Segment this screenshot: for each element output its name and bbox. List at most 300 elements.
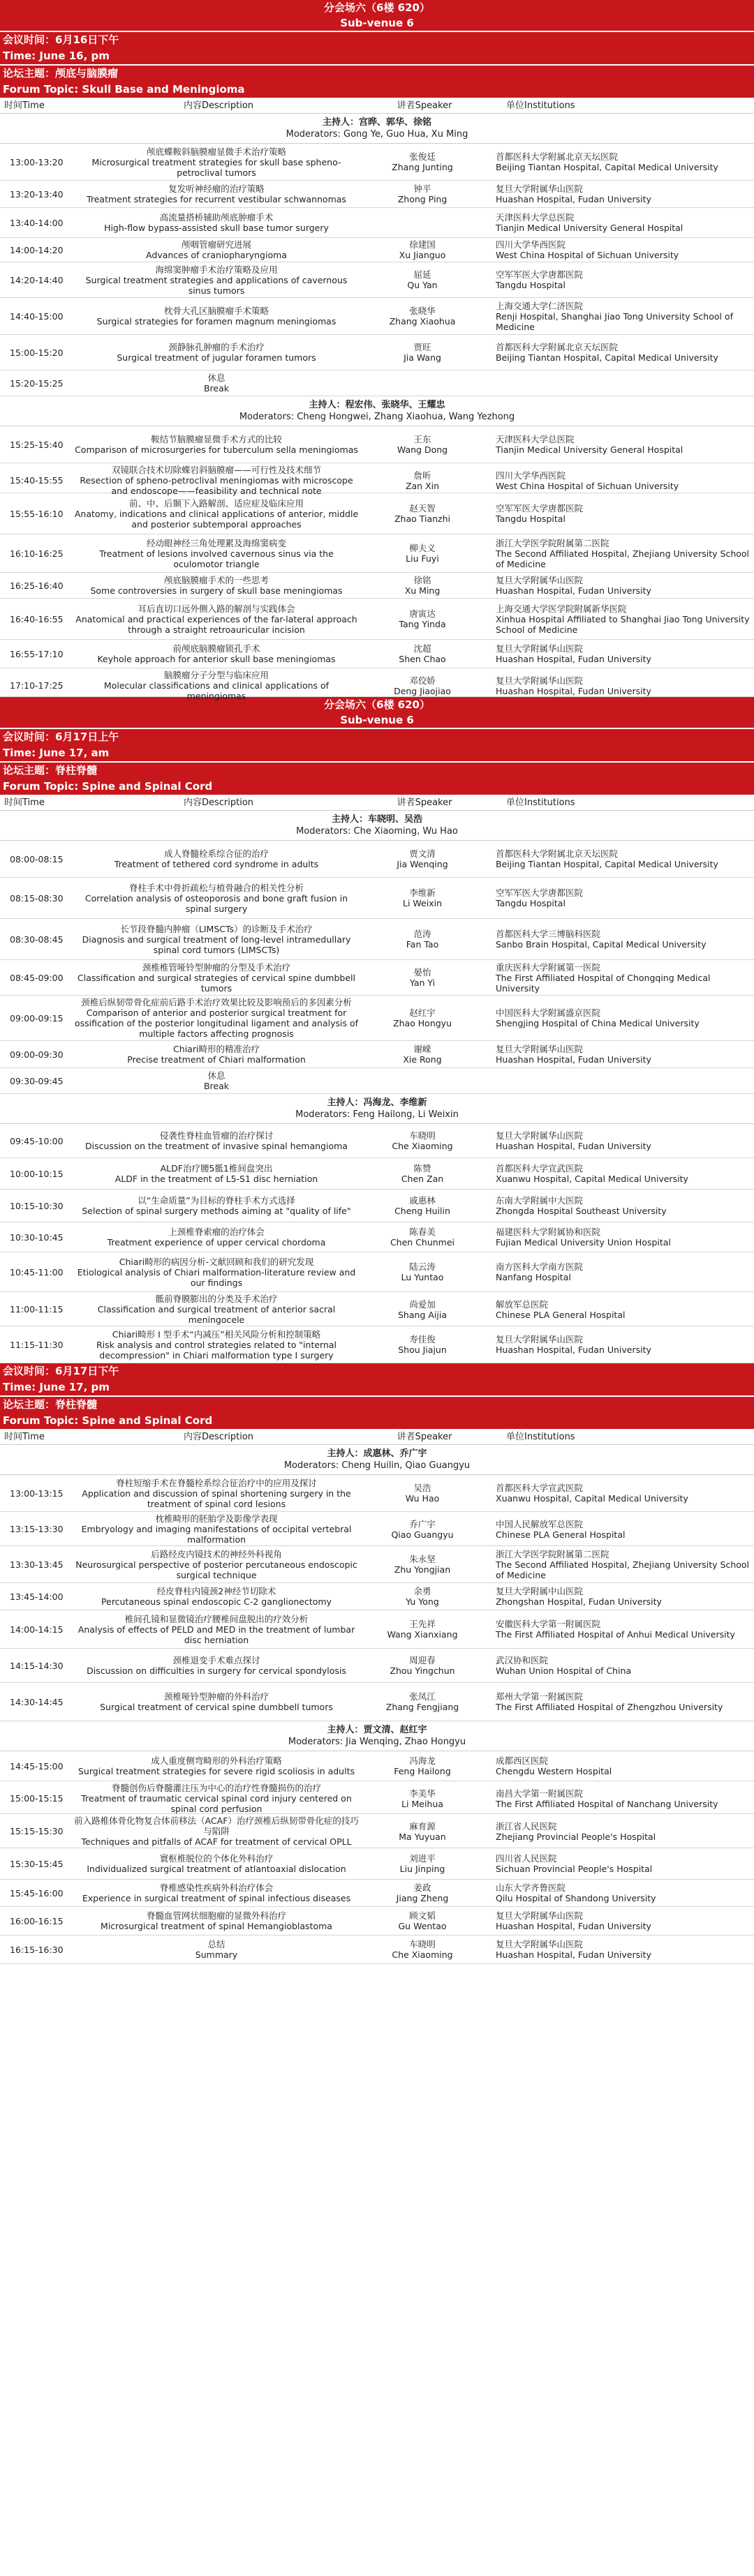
row-institution-zh: 空军军医大学唐都医院: [496, 503, 584, 514]
col-institution: [482, 796, 754, 810]
row-institution: [482, 1326, 754, 1363]
session-date-zh: 会议时间：6月16日下午: [3, 33, 119, 46]
row-speaker-zh: 陈赞: [413, 1163, 431, 1174]
row-speaker: [363, 1814, 482, 1848]
schedule-row: [0, 1610, 754, 1649]
row-institution-en: Wuhan Union Hospital of China: [496, 1665, 632, 1676]
row-institution-zh: 福建医科大学附属协和医院: [496, 1227, 601, 1237]
moderators-zh: 主持人：成惠林、乔广宇: [327, 1448, 427, 1459]
row-institution: [482, 599, 754, 639]
row-description-zh: 颈椎哑铃型肿瘤的外科治疗: [163, 1691, 269, 1702]
moderators-zh: 主持人：冯海龙、李维新: [327, 1098, 427, 1108]
schedule-row: [0, 1814, 754, 1848]
row-institution-en: Chengdu Western Hospital: [496, 1766, 612, 1776]
break-label: [70, 370, 363, 396]
col-time-zh: 时间: [4, 1432, 23, 1442]
row-institution-zh: 南方医科大学南方医院: [496, 1261, 584, 1272]
break-empty: [363, 1068, 482, 1093]
row-speaker-zh: 吴浩: [413, 1483, 431, 1493]
col-speaker-en: Speaker: [415, 797, 452, 808]
row-speaker-en: Xie Rong: [403, 1054, 442, 1065]
row-speaker: [363, 1848, 482, 1879]
schedule-row: [0, 599, 754, 640]
schedule-row: [0, 1683, 754, 1721]
row-institution-zh: 复旦大学附属华山医院: [496, 1334, 584, 1345]
col-description-en: Description: [201, 100, 254, 111]
row-time: 16:55-17:10: [10, 648, 64, 659]
session-date: [0, 1363, 754, 1397]
row-description-en: Neurosurgical perspective of posterior percutaneous endoscopic surgical technique: [75, 1559, 357, 1580]
row-institution-en: Sanbo Brain Hospital, Capital Medical University: [496, 939, 707, 950]
break-row: [0, 370, 754, 396]
row-speaker-zh: 寿佳俊: [409, 1334, 436, 1345]
venue-title: 分会场六（6楼 620）: [324, 698, 430, 711]
row-time: 08:30-08:45: [10, 934, 64, 945]
session-date: [0, 729, 754, 763]
row-time: 09:00-09:15: [10, 1012, 64, 1024]
session-date-en: Time: June 17, am: [3, 747, 110, 759]
row-institution-zh: 复旦大学附属华山医院: [496, 643, 584, 654]
schedule-row: [0, 1583, 754, 1610]
row-description-en: Embryology and imaging manifestations of occipital vertebral malformation: [81, 1524, 352, 1545]
column-header: [0, 99, 754, 114]
row-institution-zh: 东南大学附属中大医院: [496, 1195, 584, 1206]
col-time: [0, 99, 70, 113]
row-speaker-zh: 张晓华: [409, 306, 436, 316]
row-speaker-en: Wang Xianxiang: [387, 1629, 458, 1640]
break-time: 09:30-09:45: [10, 1075, 64, 1086]
col-speaker-en: Speaker: [415, 1432, 452, 1442]
session-date-en: Time: June 16, pm: [3, 50, 110, 62]
row-institution-en: Beijing Tiantan Hospital, Capital Medical University: [496, 162, 718, 172]
row-speaker: [363, 919, 482, 959]
row-speaker-en: Chen Chunmei: [390, 1237, 455, 1248]
column-header: [0, 796, 754, 811]
row-institution-en: The Second Affiliated Hospital, Zhejiang University School of Medicine: [496, 548, 750, 569]
row-description: [70, 493, 363, 534]
row-institution-zh: 复旦大学附属华山医院: [496, 184, 584, 194]
row-institution-en: Tianjin Medical University General Hospital: [496, 444, 683, 455]
row-institution-zh: 山东大学齐鲁医院: [496, 1882, 566, 1893]
row-time: 13:00-13:20: [10, 156, 64, 167]
row-time: 15:40-15:55: [10, 475, 64, 486]
row-time: 16:10-16:25: [10, 548, 64, 559]
forum-topic-zh: 论坛主题：脊柱脊髓: [3, 764, 98, 777]
row-time: 16:15-16:30: [10, 1944, 64, 1955]
row-description: [70, 1751, 363, 1781]
row-speaker-zh: 顾文韬: [409, 1910, 436, 1921]
row-description: [70, 144, 363, 180]
break-empty: [482, 1068, 754, 1093]
row-institution: [482, 493, 754, 534]
row-institution: [482, 1935, 754, 1963]
moderators: [0, 396, 754, 426]
schedule-row: [0, 1252, 754, 1292]
row-description: [70, 1907, 363, 1935]
row-speaker-zh: 屈延: [413, 269, 431, 280]
row-time: 14:15-14:30: [10, 1660, 64, 1671]
schedule-row: [0, 1222, 754, 1252]
row-institution-zh: 首都医科大学三博脑科医院: [496, 929, 601, 939]
row-speaker: [363, 1475, 482, 1511]
column-header: [0, 1430, 754, 1445]
row-institution: [482, 960, 754, 995]
row-speaker-zh: 赵红宇: [409, 1008, 436, 1018]
schedule-row: [0, 1546, 754, 1583]
row-description: [70, 1252, 363, 1291]
row-time: 16:25-16:40: [10, 580, 64, 591]
row-time: 15:25-15:40: [10, 439, 64, 450]
row-description-en: Comparison of anterior and posterior surgical treatment for ossification of the posterior longitudinal ligament and analysis of multiple factors affecting prognosis: [74, 1008, 359, 1039]
schedule-row: [0, 1041, 754, 1068]
row-description-en: Classification and surgical treatment of anterior sacral meningocele: [97, 1304, 336, 1325]
row-speaker-zh: 赵天智: [409, 503, 436, 514]
row-speaker-zh: 刘进平: [409, 1853, 436, 1864]
row-description-zh: 枕椎畸形的胚胎学及影像学表现: [155, 1513, 278, 1524]
row-institution-zh: 上海交通大学仁济医院: [496, 300, 584, 311]
row-description-zh: 前、中、后颞下入路解剖、适应症及临床应用: [128, 497, 304, 509]
break-label: [70, 1068, 363, 1093]
row-description-en: Correlation analysis of osteoporosis and bone graft fusion in spinal surgery: [84, 892, 348, 914]
row-institution-en: Beijing Tiantan Hospital, Capital Medical University: [496, 859, 718, 869]
venue-subtitle: Sub-venue 6: [340, 714, 414, 726]
row-institution-en: Zhejiang Provincial People's Hospital: [496, 1831, 656, 1842]
row-speaker: [363, 463, 482, 497]
row-institution: [482, 1041, 754, 1068]
row-institution: [482, 1848, 754, 1879]
row-time: 10:30-10:45: [10, 1231, 64, 1243]
row-institution-zh: 复旦大学附属华山医院: [496, 1939, 584, 1949]
row-speaker-en: Deng Jiaojiao: [394, 685, 451, 696]
row-institution: [482, 919, 754, 959]
row-time: 15:55-16:10: [10, 508, 64, 519]
row-speaker-en: Zhu Yongjian: [394, 1564, 451, 1575]
row-description-zh: 海绵窦肿瘤手术治疗策略及应用: [155, 264, 278, 275]
row-description-en: Discussion on difficulties in surgery for cervical spondylosis: [87, 1665, 346, 1676]
row-speaker-zh: 李美华: [409, 1788, 436, 1799]
row-institution-zh: 首都医科大学宣武医院: [496, 1483, 584, 1493]
moderators-zh: 主持人：宫晔、郭华、徐铭: [322, 117, 431, 128]
row-speaker-en: Zhao Tianzhi: [394, 514, 451, 524]
row-description-en: Etiological analysis of Chiari malformation-literature review and our findings: [77, 1266, 356, 1288]
row-institution: [482, 640, 754, 668]
row-speaker-en: Zhao Hongyu: [393, 1018, 452, 1028]
row-speaker-en: Yu Yong: [406, 1596, 439, 1607]
row-speaker-en: Tang Yinda: [399, 619, 446, 629]
row-speaker-zh: 车晓明: [409, 1130, 436, 1141]
row-description: [70, 599, 363, 639]
row-speaker-en: Li Meihua: [401, 1798, 443, 1809]
row-time: 08:45-09:00: [10, 972, 64, 983]
row-institution-en: Huashan Hospital, Fudan University: [496, 1949, 651, 1960]
row-speaker-zh: 张凤江: [409, 1691, 436, 1702]
row-speaker: [363, 1124, 482, 1158]
row-institution-zh: 天津医科大学总医院: [496, 212, 575, 223]
row-speaker-zh: 詹昕: [413, 470, 431, 481]
row-institution: [482, 1512, 754, 1546]
row-speaker-zh: 余勇: [413, 1586, 431, 1596]
row-time: 14:00-14:15: [10, 1624, 64, 1635]
row-institution: [482, 1124, 754, 1158]
row-description-en: Discussion on the treatment of invasive spinal hemangioma: [85, 1141, 348, 1151]
row-description: [70, 1683, 363, 1721]
row-description-zh: 颈椎后纵韧带骨化症前后路手术治疗效果比较及影响预后的多因素分析: [81, 997, 352, 1008]
break-label-zh: 休息: [207, 373, 226, 383]
moderators-zh: 主持人：贾文清、赵红宇: [327, 1725, 427, 1735]
schedule-row: [0, 1326, 754, 1363]
row-speaker-zh: 邓佼娇: [409, 675, 436, 686]
moderators-en: Moderators: Cheng Huilin, Qiao Guangyu: [283, 1460, 471, 1471]
row-speaker-zh: 周迎春: [409, 1655, 436, 1665]
col-institution-zh: 单位: [506, 100, 525, 111]
row-speaker-zh: 徐建国: [409, 239, 436, 250]
row-institution: [482, 298, 754, 334]
row-time: 10:00-10:15: [10, 1168, 64, 1179]
row-institution-zh: 复旦大学附属华山医院: [496, 1130, 584, 1141]
row-description-zh: 经皮脊柱内镜颈2神经节切除术: [156, 1586, 276, 1596]
row-institution-en: Zhongshan Hospital, Fudan University: [496, 1596, 662, 1607]
row-speaker-zh: 张俊廷: [409, 151, 436, 162]
row-institution-en: Tangdu Hospital: [496, 280, 566, 290]
row-speaker: [363, 1583, 482, 1610]
schedule-row: [0, 1475, 754, 1512]
row-institution: [482, 426, 754, 463]
row-institution-zh: 解放军总医院: [496, 1298, 549, 1310]
col-time-en: Time: [22, 100, 45, 111]
row-speaker-zh: 贾文清: [409, 848, 436, 859]
row-institution-en: Huashan Hospital, Fudan University: [496, 1141, 651, 1151]
moderators-en: Moderators: Cheng Hongwei, Zhang Xiaohua, Wang Yezhong: [239, 412, 515, 422]
row-speaker: [363, 1751, 482, 1781]
row-institution: [482, 1158, 754, 1189]
row-description: [70, 426, 363, 463]
row-description-en: Some controversies in surgery of skull base meningiomas: [90, 585, 343, 596]
break-label-zh: 休息: [207, 1070, 226, 1081]
row-description-zh: 颅咽管瘤研究进展: [181, 239, 251, 250]
row-description-zh: 骶前脊膜膨出的分类及手术治疗: [155, 1294, 278, 1304]
row-description-en: Comparison of microsurgeries for tuberculum sella meningiomas: [75, 444, 358, 455]
forum-topic: [0, 1397, 754, 1430]
row-description-en: Anatomy, indications and clinical applications of anterior, middle and posterior subtemporal approaches: [74, 508, 359, 530]
col-description: [70, 1430, 363, 1444]
row-speaker-en: Zhou Yingchun: [390, 1665, 455, 1676]
row-description: [70, 1848, 363, 1879]
row-description: [70, 1610, 363, 1648]
row-description-en: Treatment of traumatic cervical spinal cord injury centered on spinal cord perfusion: [81, 1793, 352, 1814]
row-institution-zh: 四川省人民医院: [496, 1853, 557, 1864]
col-description-en: Description: [201, 1432, 254, 1442]
row-time: 16:40-16:55: [10, 613, 64, 624]
row-speaker-zh: 王先祥: [409, 1619, 436, 1629]
row-time: 13:00-13:15: [10, 1488, 64, 1499]
col-description: [70, 99, 363, 113]
row-time: 11:15-11:30: [10, 1339, 64, 1350]
row-description-zh: 颈椎椎管哑铃型肿瘤的分型及手术治疗: [142, 961, 291, 973]
row-institution-zh: 空军军医大学唐都医院: [496, 888, 584, 898]
break-empty: [482, 370, 754, 396]
row-speaker: [363, 144, 482, 180]
row-speaker-en: Jia Wang: [404, 352, 441, 363]
schedule-row: [0, 573, 754, 599]
row-institution: [482, 144, 754, 180]
row-institution-en: The First Affiliated Hospital of Chongqing Medical University: [496, 972, 711, 994]
row-description: [70, 960, 363, 995]
row-description-en: Experience in surgical treatment of spinal infectious diseases: [82, 1893, 351, 1903]
row-time: 16:00-16:15: [10, 1915, 64, 1926]
row-speaker-zh: 李维新: [409, 888, 436, 898]
row-description-en: Individualized surgical treatment of atlantoaxial dislocation: [87, 1864, 346, 1874]
row-speaker: [363, 1512, 482, 1546]
row-description-zh: 成人脊髓栓系综合征的治疗: [163, 848, 269, 859]
row-time: 10:45-11:00: [10, 1266, 64, 1278]
row-description-en: Resection of spheno-petroclival meningiomas with microscope and endoscope——feasibility and technical note: [80, 475, 353, 496]
row-description-zh: 后路经皮内镜技术的神经外科视角: [151, 1548, 282, 1559]
row-description: [70, 534, 363, 572]
row-description: [70, 1935, 363, 1963]
row-time: 13:30-13:45: [10, 1559, 64, 1570]
col-institution: [482, 99, 754, 113]
row-speaker: [363, 1292, 482, 1326]
row-description-en: Surgical treatment of jugular foramen tumors: [117, 352, 316, 363]
row-speaker-en: Wu Hao: [405, 1493, 440, 1504]
row-speaker: [363, 640, 482, 668]
row-description-zh: 前入路椎体骨化物复合体前移法（ACAF）治疗颈椎后纵韧带骨化症的技巧与陷阱: [74, 1815, 359, 1836]
row-speaker: [363, 426, 482, 463]
row-speaker-en: Che Xiaoming: [392, 1949, 453, 1960]
row-description-zh: 经动眼神经三角处理累及海绵窦病变: [146, 537, 286, 548]
row-institution-zh: 复旦大学附属华山医院: [496, 575, 584, 585]
row-description-en: Diagnosis and surgical treatment of long-level intramedullary spinal cord tumors (LIMSCTs): [82, 934, 351, 955]
row-description: [70, 1158, 363, 1189]
row-institution-zh: 空军军医大学唐都医院: [496, 269, 584, 280]
row-description-en: Microsurgical treatment strategies for skull base spheno-petroclival tumors: [91, 156, 341, 178]
row-speaker-zh: 贾旺: [413, 342, 431, 352]
moderators-en: Moderators: Jia Wenqing, Zhao Hongyu: [288, 1737, 466, 1747]
row-institution-zh: 复旦大学附属华山医院: [496, 675, 584, 686]
row-description-en: Surgical treatment strategies and applications of cavernous sinus tumors: [85, 274, 348, 296]
row-speaker: [363, 534, 482, 572]
row-description: [70, 1814, 363, 1848]
row-institution-zh: 首都医科大学附属北京天坛医院: [496, 848, 619, 859]
col-description-zh: 内容: [183, 1432, 202, 1442]
row-speaker-en: Gu Wentao: [398, 1921, 447, 1931]
col-institution-zh: 单位: [506, 1432, 525, 1442]
row-speaker: [363, 493, 482, 534]
row-description: [70, 1649, 363, 1682]
row-institution: [482, 1610, 754, 1648]
row-institution-en: Huashan Hospital, Fudan University: [496, 194, 651, 204]
schedule-row: [0, 1781, 754, 1814]
row-description-en: Microsurgical treatment of spinal Hemangioblastoma: [101, 1921, 332, 1931]
row-description-zh: 成人重度侧弯畸形的外科治疗策略: [151, 1755, 282, 1766]
row-speaker-zh: 范涛: [413, 929, 431, 939]
row-institution: [482, 668, 754, 703]
row-description: [70, 1546, 363, 1582]
row-description-zh: 脊柱手术中骨折疏松与植骨融合的相关性分析: [128, 882, 304, 893]
moderators-zh: 主持人：车晓明、吴浩: [331, 814, 422, 825]
row-speaker-en: Shou Jiajun: [398, 1345, 447, 1355]
row-speaker-zh: 谢嵘: [413, 1044, 431, 1054]
row-speaker: [363, 335, 482, 370]
row-description-zh: 前颅底脑膜瘤锁孔手术: [172, 643, 260, 654]
row-speaker-en: Fan Tao: [406, 939, 439, 950]
row-description-en: Surgical treatment of cervical spine dumbbell tumors: [100, 1702, 333, 1712]
row-speaker-en: Xu Ming: [404, 585, 441, 596]
row-speaker: [363, 841, 482, 877]
row-description-zh: 长节段脊髓内肿瘤（LIMSCTs）的诊断及手术治疗: [120, 923, 313, 934]
row-speaker: [363, 1907, 482, 1935]
row-description: [70, 640, 363, 668]
row-speaker-en: Wang Dong: [397, 444, 448, 455]
row-description-en: Surgical strategies for foramen magnum meningiomas: [96, 316, 337, 327]
row-description-zh: 颈椎退变手术难点探讨: [172, 1655, 260, 1665]
schedule-row: [0, 1158, 754, 1190]
row-time: 14:00-14:20: [10, 244, 64, 255]
row-speaker-en: Shang Aijia: [398, 1309, 447, 1320]
col-institution: [482, 1430, 754, 1444]
row-description-en: Advances of craniopharyngioma: [146, 250, 287, 260]
row-institution-zh: 上海交通大学医学院附属新华医院: [496, 603, 627, 614]
schedule-row: [0, 1907, 754, 1935]
row-institution-zh: 中国人民解放军总医院: [496, 1518, 584, 1529]
row-description: [70, 463, 363, 497]
row-description-zh: 颈静脉孔肿瘤的手术治疗: [168, 342, 265, 352]
row-description-zh: Chiari畸形的精准治疗: [173, 1044, 260, 1054]
row-speaker: [363, 573, 482, 598]
row-description: [70, 298, 363, 334]
row-description-zh: 复发听神经瘤的治疗策略: [168, 184, 265, 194]
venue-header: [0, 0, 754, 32]
forum-topic: [0, 763, 754, 796]
col-description-zh: 内容: [183, 100, 202, 111]
row-description-en: Molecular classifications and clinical applications of meningiomas: [103, 680, 330, 701]
row-time: 08:15-08:30: [10, 892, 64, 904]
row-description-en: High-flow bypass-assisted skull base tumor surgery: [104, 223, 329, 233]
row-institution-en: Huashan Hospital, Fudan University: [496, 654, 651, 664]
row-description: [70, 1190, 363, 1222]
row-institution-zh: 复旦大学附属中山医院: [496, 1586, 584, 1596]
row-time: 09:45-10:00: [10, 1135, 64, 1146]
row-speaker: [363, 996, 482, 1040]
row-speaker: [363, 878, 482, 918]
schedule-row: [0, 534, 754, 573]
row-speaker-en: Zan Xin: [405, 480, 440, 491]
row-institution-zh: 浙江省人民医院: [496, 1820, 557, 1832]
schedule-row: [0, 1124, 754, 1158]
row-institution-zh: 复旦大学附属华山医院: [496, 1044, 584, 1054]
row-description-zh: 颅底脑膜瘤手术的一些思考: [163, 575, 269, 585]
row-speaker-en: Jiang Zheng: [396, 1893, 449, 1903]
row-institution: [482, 1475, 754, 1511]
col-time-en: Time: [22, 797, 45, 808]
row-institution-en: Xinhua Hospital Affiliated to Shanghai Jiao Tong University School of Medicine: [496, 613, 750, 635]
moderators: [0, 1721, 754, 1751]
schedule-row: [0, 1848, 754, 1880]
break-label-en: Break: [203, 383, 230, 394]
row-speaker-en: Yan Yi: [409, 978, 436, 988]
row-institution: [482, 1252, 754, 1291]
row-institution-zh: 四川大学华西医院: [496, 470, 566, 481]
row-description-en: ALDF in the treatment of L5-S1 disc herniation: [114, 1174, 318, 1184]
row-speaker: [363, 1546, 482, 1582]
row-description: [70, 1880, 363, 1906]
row-institution-en: Zhongda Hospital Southeast University: [496, 1206, 667, 1216]
col-institution-zh: 单位: [506, 797, 525, 808]
row-speaker-zh: 冯海龙: [409, 1755, 436, 1766]
col-speaker: [363, 1430, 482, 1444]
row-speaker-zh: 乔广宇: [409, 1518, 436, 1529]
row-institution-zh: 浙江大学医学院附属第二医院: [496, 1548, 609, 1559]
